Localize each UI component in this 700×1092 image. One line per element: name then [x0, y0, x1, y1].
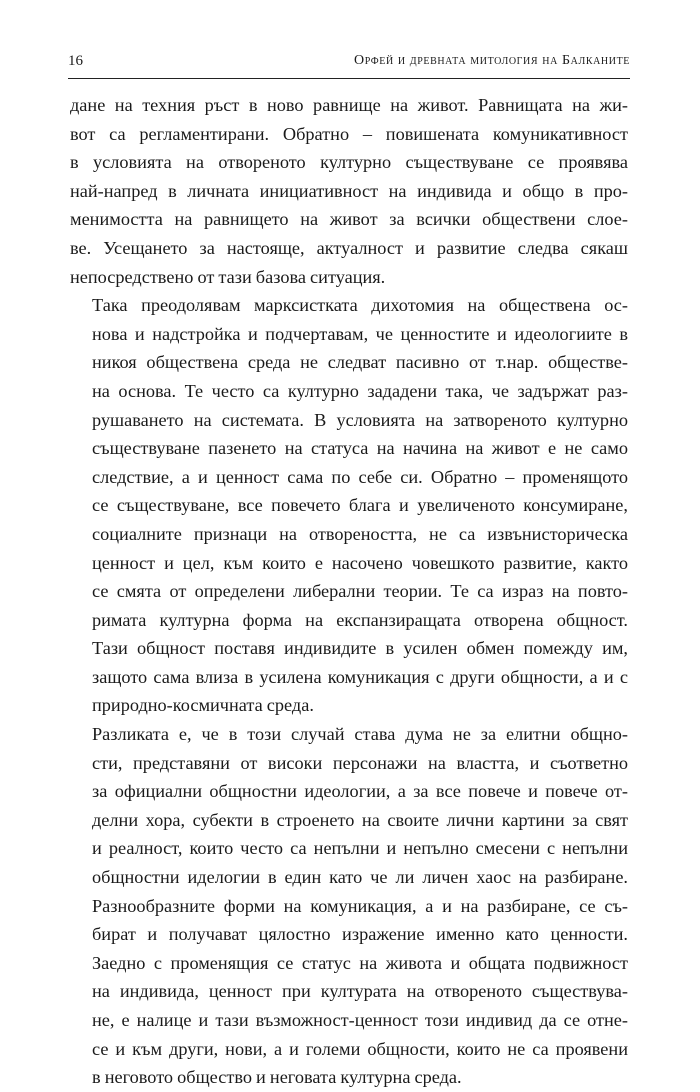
text-line: вот са регламентирани. Обратно – повишената комуникативност — [70, 123, 628, 144]
text-line: Разнообразните форми на комуникация, а и на разбиране, се съ- — [92, 895, 628, 916]
text-line: защото сама влиза в усилена комуникация с други общности, а и с — [92, 666, 628, 687]
text-line: дане на техния ръст в ново равнище на живот. Равнищата на жи- — [70, 95, 628, 115]
text-line: Разликата е, че в този случай става дума не за елитни общно- — [92, 724, 628, 745]
text-line: не, е налице и тази възможност-ценност този индивид да се отне- — [92, 1010, 628, 1030]
paragraph — [70, 91, 628, 291]
text-line: най-напред в личната инициативност на индивида и общо в про- — [70, 180, 628, 201]
text-line: никоя обществена среда не следват пасивно от т.нар. обществе- — [92, 352, 628, 373]
text-line: социалните признаци на отвореността, не са извънисторическа — [92, 523, 628, 544]
text-line: Тази общност поставя индивидите в усилен обмен помежду им, — [92, 638, 628, 659]
page-body — [70, 91, 628, 1092]
text-line: съществуване пазенето на статуса на начина на живот е не само — [92, 438, 628, 459]
header-rule — [68, 78, 630, 79]
text-line: на основа. Те често са културно зададени така, че задържат раз- — [92, 380, 628, 401]
text-line: в неговото общество и неговата културна среда. — [92, 1067, 462, 1088]
text-line: общностни иделогии в един като че ли личен хаос на разбиране. — [92, 867, 628, 888]
text-line: сти, представяни от високи персонажи на властта, и съответно — [92, 752, 628, 773]
text-line: Така преодолявам марксистката дихотомия на обществена ос- — [92, 295, 628, 316]
running-title: Орфей и древната митология на Балканите — [354, 53, 630, 68]
text-line: и реалност, които често са непълни и непълно смесени с непълни — [92, 838, 628, 859]
page-number: 16 — [68, 53, 83, 69]
text-line: следствие, а и ценност сама по себе си. Обратно – променящото — [92, 466, 628, 487]
text-line: нова и надстройка и подчертавам, че ценностите и идеологиите в — [92, 323, 628, 344]
text-line: рушаването на системата. В условията на затвореното културно — [92, 409, 628, 430]
text-line: непосредствено от тази базова ситуация. — [70, 266, 386, 287]
text-line: се и към други, нови, а и големи общности, които не са проявени — [92, 1038, 628, 1059]
text-line: бират и получават цялостно изражение именно като ценности. — [92, 924, 628, 945]
text-line: менимостта на равнището на живот за всички обществени слое- — [70, 209, 628, 230]
text-line: ценност и цел, към които е насочено човешкото развитие, както — [92, 552, 628, 573]
page-header — [68, 50, 630, 72]
paragraph — [70, 720, 628, 1092]
text-line: се смята от определени либерални теории. Те са израз на повто- — [92, 581, 628, 602]
text-line: се съществуване, все повечето блага и увеличеното консумиране, — [92, 495, 628, 516]
text-line: делни хора, субекти в строенето на своите лични картини за свят — [92, 809, 628, 830]
text-line: на индивида, ценност при културата на отвореното съществува- — [92, 981, 628, 1002]
paragraph — [70, 291, 628, 720]
text-line: природно-космичната среда. — [92, 695, 314, 716]
text-line: в условията на отвореното културно съществуване се проявява — [70, 152, 628, 173]
text-line: Заедно с променящия се статус на живота и общата подвижност — [92, 952, 628, 973]
text-line: ве. Усещането за настояще, актуалност и развитие следва сякаш — [70, 237, 628, 258]
text-line: за официални общностни идеологии, а за все повече и повече от- — [92, 781, 628, 802]
text-line: римата културна форма на експанзиращата отворена общност. — [92, 609, 628, 630]
